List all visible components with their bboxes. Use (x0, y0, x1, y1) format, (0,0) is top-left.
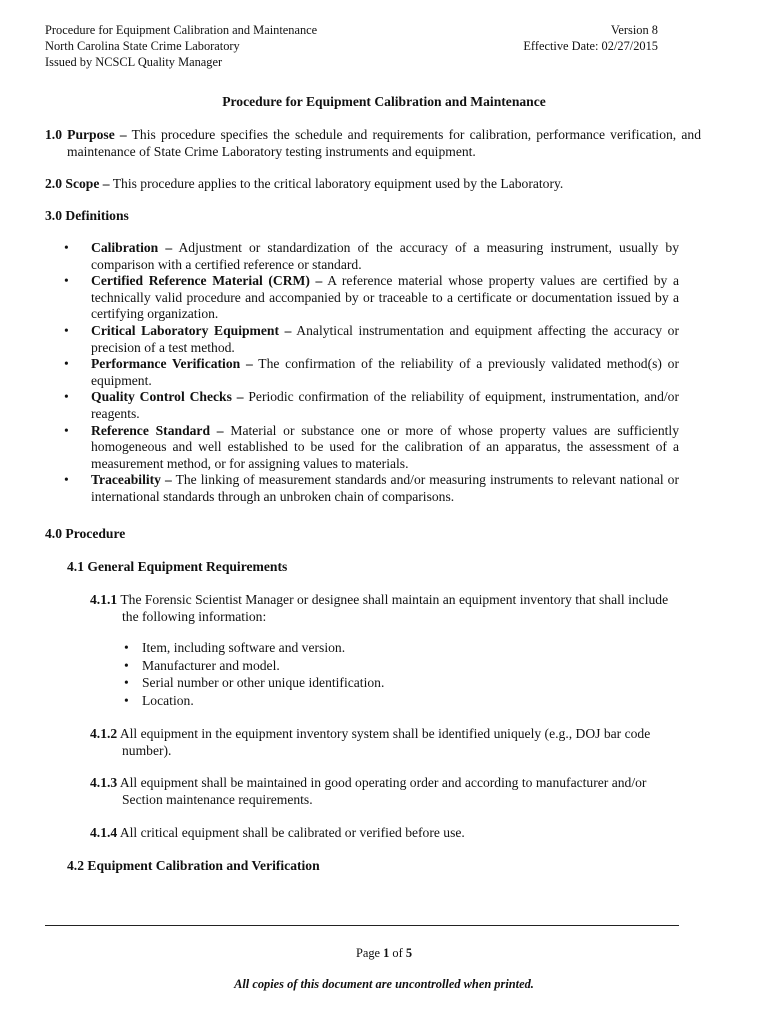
bullet-icon: • (124, 692, 129, 708)
header-left (45, 22, 317, 70)
definition-term: Traceability – (91, 472, 172, 488)
purpose-section (45, 127, 701, 160)
page-number: Page 1 of 5 (355, 946, 413, 960)
section-4-1-4 (90, 825, 679, 842)
section-4-1-1 (90, 592, 679, 625)
scope-text: This procedure applies to the critical laboratory equipment used by the Laboratory. (109, 176, 564, 191)
header-version: Version 8 (610, 23, 658, 37)
bullet-icon: • (124, 657, 129, 673)
section-4-2-heading: 4.2 Equipment Calibration and Verification (67, 858, 320, 873)
purpose-text: This procedure specifies the schedule and requirements for calibration, performance verification, and maintenance of State Crime Laboratory testing instruments and equipment. (67, 127, 701, 159)
definition-item (45, 240, 679, 273)
bullet-icon: • (64, 240, 69, 255)
definitions-list (45, 240, 679, 506)
section-text-continued: Section maintenance requirements. (122, 791, 313, 807)
page-total: 5 (405, 946, 413, 960)
section-number: 4.1.2 (90, 726, 118, 741)
header-doc-title: Procedure for Equipment Calibration and Maintenance (45, 23, 318, 37)
definition-item (45, 323, 679, 356)
header-lab-name: North Carolina State Crime Laboratory (45, 39, 240, 53)
header-right (523, 22, 658, 54)
bullet-icon: • (124, 675, 129, 690)
footer-divider (45, 925, 679, 926)
definition-item (45, 423, 679, 473)
definition-term: Critical Laboratory Equipment – (91, 322, 292, 338)
footer-uncontrolled-note: All copies of this document are uncontrolled when printed. (234, 977, 534, 991)
definition-term: Quality Control Checks – (91, 389, 244, 405)
list-item: • Manufacturer and model. (124, 657, 280, 673)
definition-term: Calibration – (91, 240, 173, 255)
section-4-1-heading: 4.1 General Equipment Requirements (67, 559, 288, 574)
section-text-continued: number). (122, 742, 172, 758)
definitions-heading: 3.0 Definitions (45, 208, 129, 223)
list-item: • Item, including software and version. (124, 640, 346, 655)
section-number: 4.1.4 (90, 825, 118, 840)
bullet-icon: • (64, 356, 69, 372)
definition-term: Performance Verification – (91, 356, 253, 372)
section-text: All equipment shall be maintained in good operating order and according to manufacturer and/or (117, 775, 647, 790)
bullet-icon: • (64, 389, 69, 405)
list-item: • Serial number or other unique identification. (124, 675, 385, 690)
definition-item (45, 273, 679, 323)
header-issuer: Issued by NCSCL Quality Manager (45, 55, 223, 69)
definition-item (45, 472, 679, 505)
section-text: The Forensic Scientist Manager or designee shall maintain an equipment inventory that shall include (117, 592, 669, 607)
definition-text: Periodic confirmation of the reliability of equipment, instrumentation, and/or reagents. (91, 389, 679, 421)
definition-term: Reference Standard – (91, 422, 224, 438)
bullet-icon: • (64, 422, 69, 438)
bullet-icon: • (64, 472, 69, 488)
section-4-1-3 (90, 775, 679, 808)
section-text: All equipment in the equipment inventory system shall be identified uniquely (e.g., DOJ bar code (117, 726, 651, 741)
section-number: 4.1.1 (90, 592, 118, 607)
section-4-1-2 (90, 726, 679, 759)
section-number: 4.1.3 (90, 775, 118, 790)
section-text-continued: the following information: (122, 608, 267, 624)
bullet-icon: • (64, 273, 69, 289)
definition-text: The confirmation of the reliability of a previously validated method(s) or equipment. (91, 356, 680, 388)
page-current: 1 (383, 946, 390, 960)
inventory-info-list (122, 640, 522, 710)
definition-text: Analytical instrumentation and equipment affecting the accuracy or precision of a test method. (91, 322, 679, 355)
definition-text: A reference material whose property values are certified by a technically valid procedure and accompanied by or traceable to a certificate or documentation issued by a certifying organization. (91, 273, 679, 322)
definition-term: Certified Reference Material (CRM) – (91, 273, 323, 289)
scope-section (45, 176, 679, 193)
header-effective-date: Effective Date: 02/27/2015 (523, 39, 658, 53)
purpose-heading: 1.0 Purpose – (45, 127, 127, 142)
definition-text: The linking of measurement standards and/or measuring instruments to relevant national or international standards through an unbroken chain of comparisons. (91, 472, 679, 504)
section-text: All critical equipment shall be calibrated or verified before use. (117, 825, 465, 840)
list-item: • Location. (124, 692, 194, 708)
definition-item (45, 356, 679, 389)
scope-heading: 2.0 Scope – (45, 176, 110, 191)
definition-text: Material or substance one or more of whose property values are sufficiently homogeneous and well established to be used for the calibration of an apparatus, the assessment of a measurement method, or for assigning values to materials. (91, 422, 679, 471)
definition-item (45, 389, 679, 422)
definition-text: Adjustment or standardization of the accuracy of a measuring instrument, usually by comparison with a certified reference or standard. (91, 240, 679, 272)
procedure-heading: 4.0 Procedure (45, 526, 126, 541)
bullet-icon: • (124, 640, 129, 655)
bullet-icon: • (64, 322, 69, 338)
page-title: Procedure for Equipment Calibration and Maintenance (222, 94, 546, 109)
